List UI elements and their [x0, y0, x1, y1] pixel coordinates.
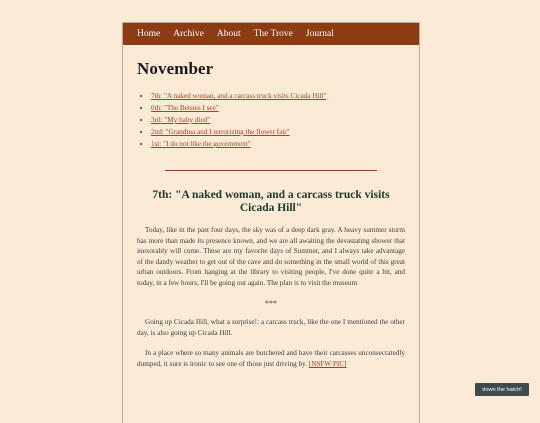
entry-link-3rd[interactable]: 3rd: "My baby died" — [151, 116, 211, 124]
list-item — [151, 114, 405, 126]
post-paragraph-1: Today, like in the past four days, the sky was of a deep dark gray. A heavy summer storm has more than made its presence known, and we are all awaiting the devastating shower that inexorably will come. These are my favorite days of Summer, and I always take advantage of the dandy weather to get out of the cave and do something in the small world of this great urban outdoors. From hanging at the library to visiting people, I've done quite a bit, and today, in a few hours, I'll be going out again. The plan is to visit the museum — [137, 226, 405, 287]
nav-archive[interactable]: Archive — [173, 29, 204, 39]
page-title: November — [137, 59, 214, 78]
entry-list — [137, 90, 405, 150]
list-item — [151, 90, 405, 102]
section-divider — [165, 170, 377, 171]
post-paragraph-3 — [137, 348, 405, 369]
nav-about[interactable]: About — [216, 29, 241, 39]
entry-link-6th[interactable]: 6th: "The Betsies I see" — [151, 104, 219, 112]
post-title: 7th: "A naked woman, and a carcass truck visits Cicada Hill" — [152, 189, 390, 214]
main-content — [123, 45, 419, 370]
list-item — [151, 138, 405, 150]
entry-link-1st[interactable]: 1st: "I do not like the government" — [151, 140, 251, 148]
list-item — [151, 126, 405, 138]
nav-home[interactable]: Home — [137, 29, 161, 39]
entry-link-7th[interactable]: 7th: "A naked woman, and a carcass truck visits Cicada Hill" — [151, 92, 327, 100]
post-paragraph-2: Going up Cicada Hill, what a surprise!: a carcass truck, like the one I mentioned the other day, is also going up Cicada Hill. — [137, 318, 405, 337]
top-nav — [123, 23, 419, 45]
nav-the-trove[interactable]: The Trove — [253, 29, 293, 39]
page-container — [122, 22, 420, 423]
entry-link-2nd[interactable]: 2nd: "Grandma and I terrorizing the flower fair" — [151, 128, 290, 136]
section-break: *** — [265, 298, 277, 308]
list-item — [151, 102, 405, 114]
post-paragraph-3-text: In a place where so many animals are butchered and have their carcasses unconsecratedly dumped, it sure is ironic to see one of those just driving by. — [137, 349, 405, 368]
down-the-hatch-button[interactable]: down the hatch! — [475, 383, 529, 396]
nav-journal[interactable]: Journal — [305, 29, 334, 39]
nsfw-pic-link[interactable]: [NSFW PIC] — [308, 359, 347, 368]
